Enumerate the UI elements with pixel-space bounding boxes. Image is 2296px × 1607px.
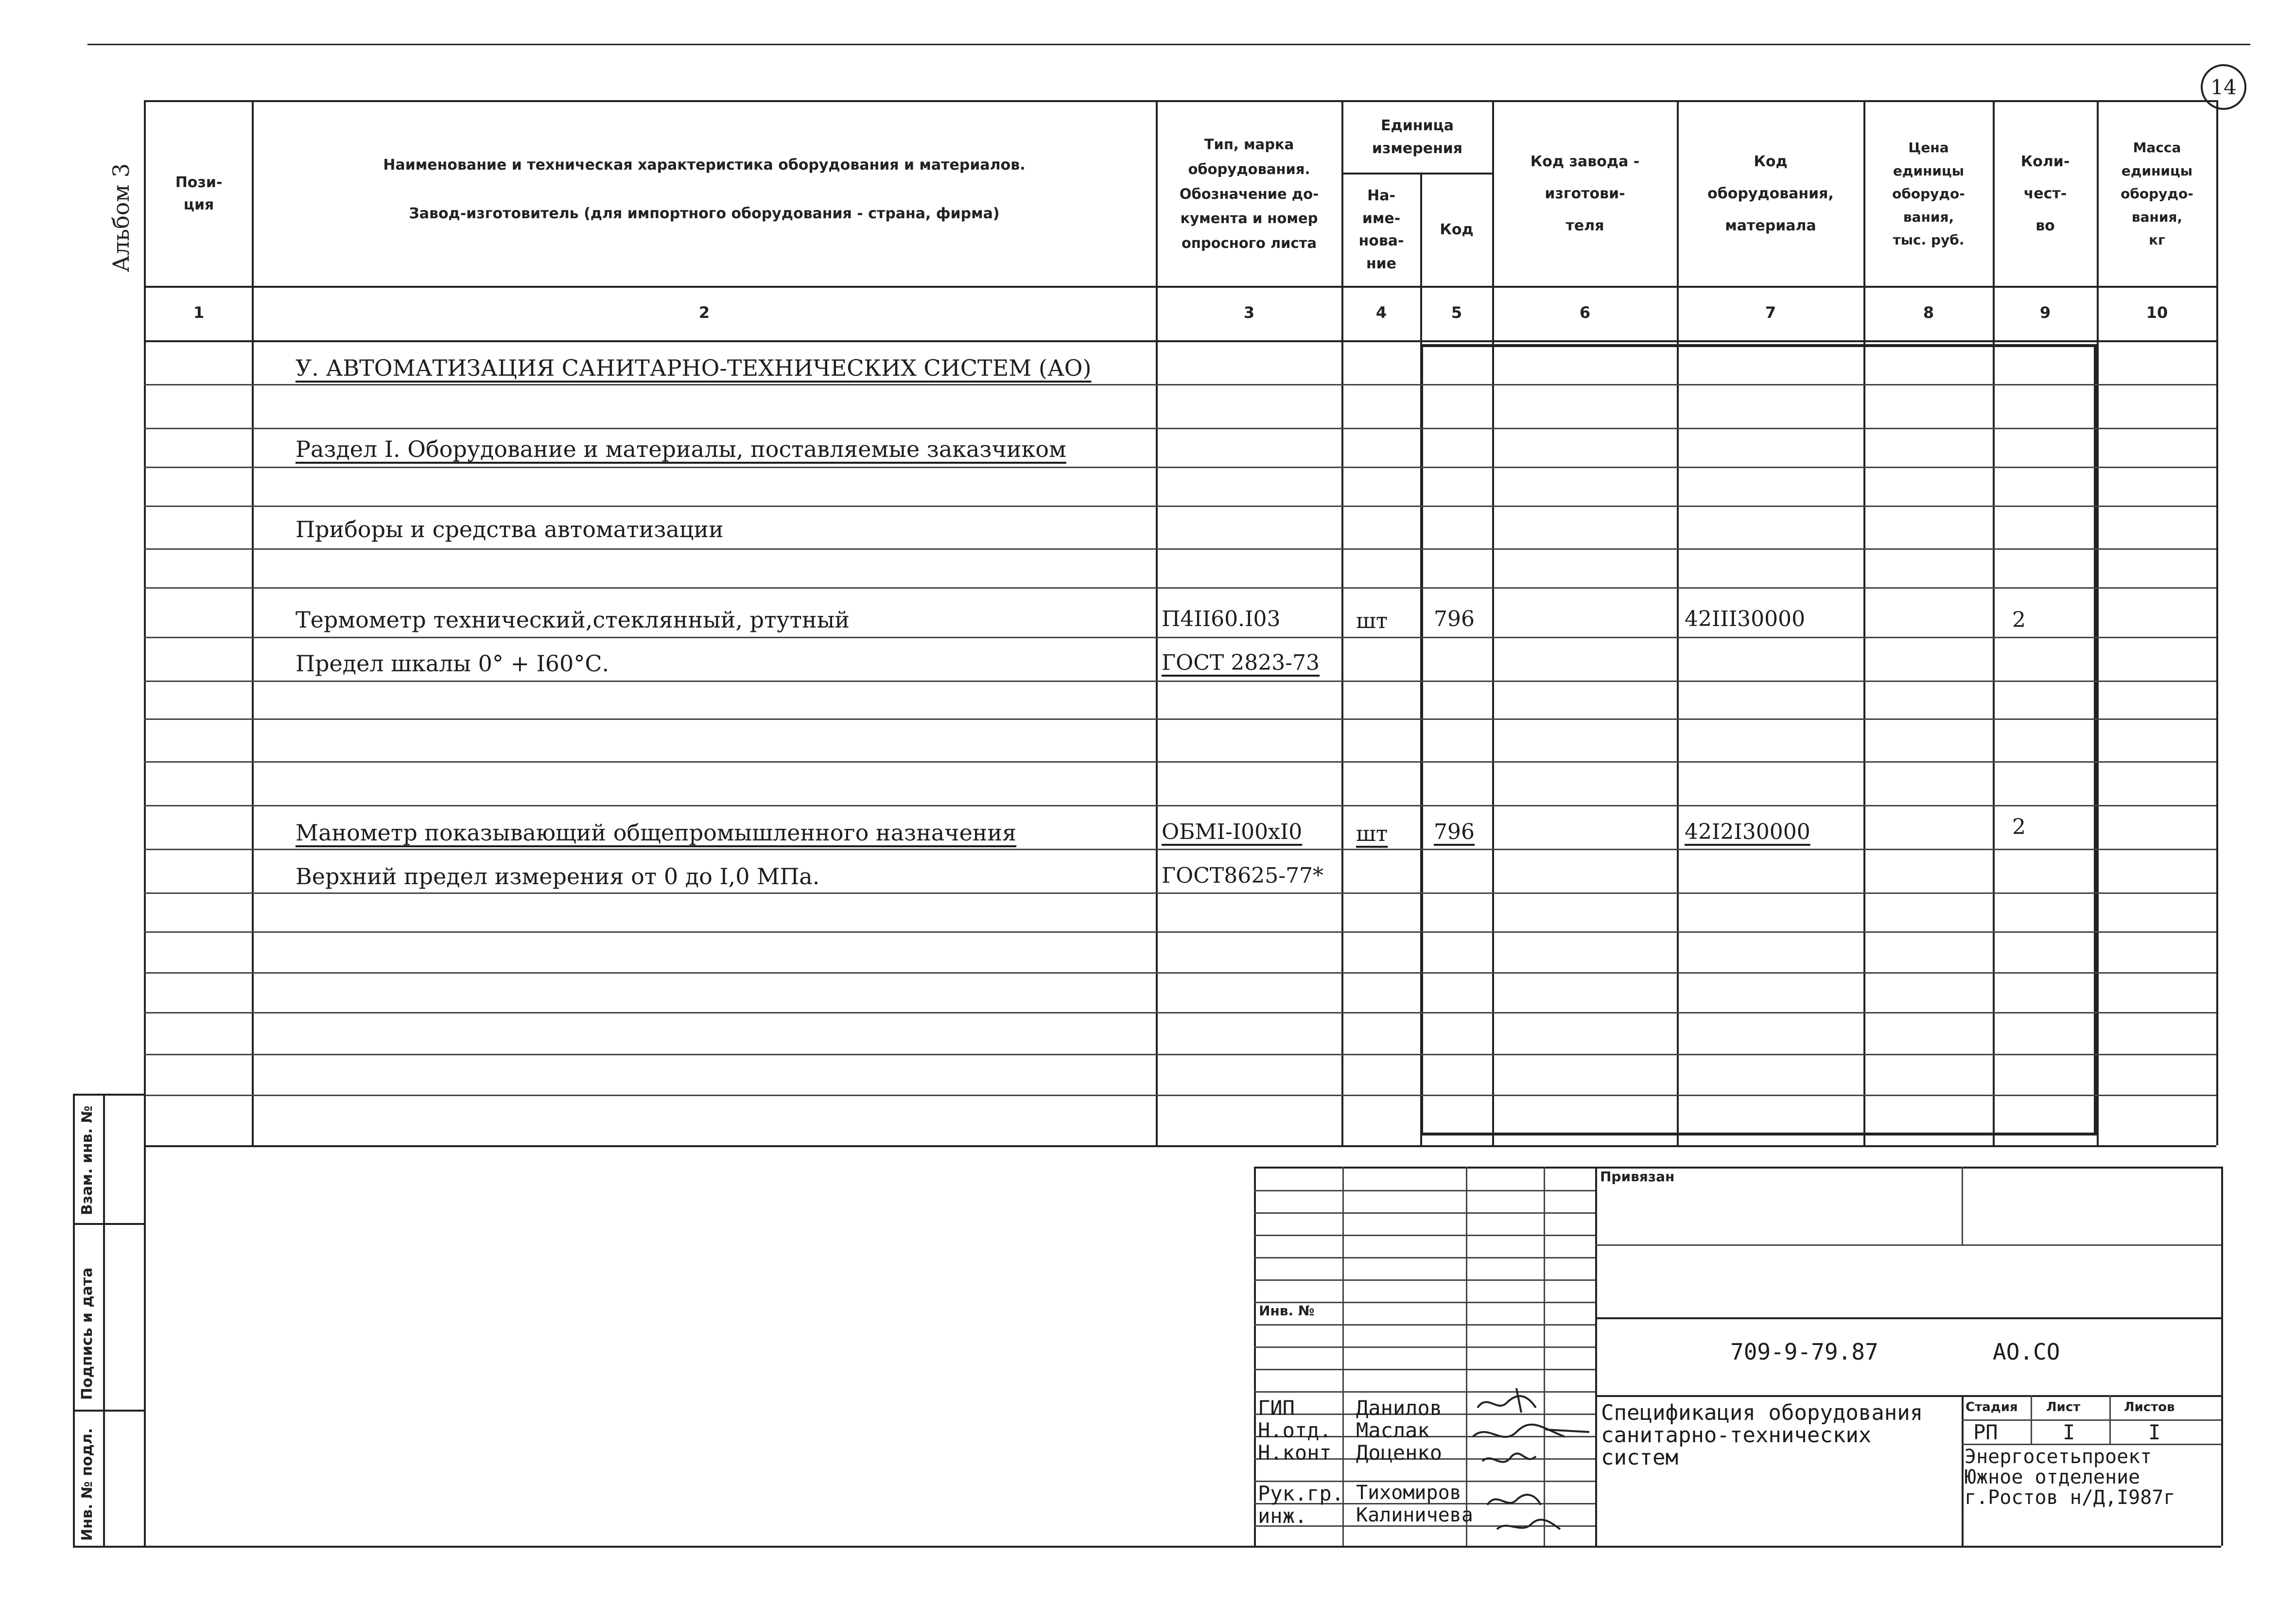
item1-standard: ГОСТ 2823-73	[1162, 650, 1320, 675]
item1-unit: шт	[1356, 609, 1388, 633]
tb-sheet-label: Лист	[2046, 1400, 2081, 1415]
item1-range: Предел шкалы 0° + I60°С.	[296, 650, 609, 677]
side-stamp-mid-line	[103, 1094, 105, 1546]
sheet-bottom-line	[73, 1546, 2221, 1548]
header-unit-name: На- име- нова- ние	[1358, 187, 1404, 272]
tb-role-2: Н.конт	[1258, 1441, 1332, 1465]
album-label: Альбом 3	[108, 163, 134, 272]
colnum-10: 10	[2146, 303, 2168, 322]
tb-name-3: Тихомиров	[1356, 1482, 1461, 1504]
header-factory-code: Код завода - изготови- теля	[1530, 153, 1640, 234]
header-mass: Масса единицы оборудо- вания, кг	[2121, 140, 2193, 248]
tb-role-1: Н.отд.	[1258, 1418, 1332, 1442]
colnum-8: 8	[1923, 303, 1934, 322]
side-stamp-inv-podl: Инв. № подл.	[79, 1428, 96, 1541]
tb-left-line	[1254, 1167, 1256, 1546]
tb-title-text: Спецификация оборудования санитарно-технических систем	[1601, 1400, 1923, 1470]
header-unit-code: Код	[1440, 221, 1474, 238]
top-border-line	[87, 44, 2250, 45]
header-bottom-line	[144, 286, 2216, 288]
side-stamp-vzam: Взам. инв. №	[79, 1105, 96, 1215]
item1-unit-code: 796	[1434, 607, 1475, 631]
header-quantity: Коли- чест- во	[2020, 153, 2070, 234]
item2-standard: ГОСТ8625-77*	[1162, 863, 1324, 888]
section-subtitle: Раздел I. Оборудование и материалы, поставляемые заказчиком	[296, 436, 1066, 462]
tb-role-4: инж.	[1258, 1504, 1307, 1528]
item2-code: 42I2I30000	[1685, 820, 1810, 844]
sheet-number: 14	[2210, 75, 2237, 99]
item2-name: Манометр показывающий общепромышленного назначения	[296, 820, 1017, 846]
section-title: У. АВТОМАТИЗАЦИЯ САНИТАРНО-ТЕХНИЧЕСКИХ СИСТЕМ (АО)	[296, 355, 1092, 381]
header-type: Тип, марка оборудования. Обозначение до- кумента и номер опросного листа	[1179, 136, 1319, 252]
item2-type: ОБМI-I00хI0	[1162, 820, 1303, 844]
tb-sheets: I	[2148, 1420, 2161, 1444]
header-name-line1: Наименование и техническая характеристика оборудования и материалов.	[383, 156, 1026, 174]
colnum-2: 2	[698, 303, 710, 322]
header-name-line2: Завод-изготовитель (для импортного оборудования - страна, фирма)	[409, 205, 1000, 222]
tb-name-0: Данилов	[1356, 1396, 1443, 1420]
numbers-bottom-line	[144, 340, 2216, 342]
tb-stage: РП	[1973, 1420, 1998, 1444]
tb-name-2: Доценко	[1356, 1441, 1443, 1465]
item2-range: Верхний предел измерения от 0 до I,0 МПа.	[296, 863, 820, 890]
tb-inv-no: Инв. №	[1259, 1303, 1315, 1319]
tb-mark: АО.СО	[1993, 1339, 2060, 1365]
header-position: Пози- ция	[175, 174, 223, 213]
colnum-3: 3	[1243, 303, 1255, 322]
colnum-7: 7	[1765, 303, 1776, 322]
item1-name: Термометр технический,стеклянный, ртутный	[296, 607, 850, 633]
tb-stage-label: Стадия	[1966, 1400, 2018, 1415]
item1-code: 42III30000	[1685, 607, 1806, 631]
tb-right-line	[2221, 1167, 2223, 1546]
tb-org-text: Энергосетьпроект Южное отделение г.Ростов н/Д,I987г	[1965, 1446, 2175, 1509]
header-price: Цена единицы оборудо- вания, тыс. руб.	[1892, 140, 1965, 248]
colnum-4: 4	[1375, 303, 1387, 322]
colnum-6: 6	[1579, 303, 1591, 322]
col-line-1	[252, 100, 254, 1145]
tb-sheets-label: Листов	[2124, 1400, 2175, 1415]
col-line-10	[2216, 100, 2218, 1145]
tb-doc-code: 709-9-79.87	[1730, 1339, 1879, 1365]
header-equipment-code: Код оборудования, материала	[1707, 153, 1834, 234]
side-stamp-left-line	[73, 1094, 75, 1546]
tb-privyazan: Привязан	[1600, 1169, 1675, 1185]
tb-name-4: Калиничева	[1356, 1504, 1473, 1526]
tb-role-3: Рук.гр.	[1258, 1482, 1344, 1505]
side-stamp-right-line	[144, 1094, 146, 1546]
tb-sheet: I	[2063, 1420, 2075, 1444]
header-unit-group: Единица измерения	[1372, 117, 1463, 157]
colnum-1: 1	[193, 303, 205, 322]
item2-qty: 2	[2012, 815, 2026, 839]
side-stamp-line-a	[73, 1223, 144, 1225]
inner-bold-box	[1420, 344, 2097, 1135]
side-stamp-podpis: Подпись и дата	[79, 1267, 96, 1400]
tb-role-0: ГИП	[1258, 1396, 1295, 1420]
tb-name-1: Маслак	[1356, 1418, 1430, 1442]
side-stamp-line-b	[73, 1410, 144, 1412]
colnum-5: 5	[1451, 303, 1462, 322]
side-stamp-top-line	[73, 1094, 144, 1096]
item2-unit-code: 796	[1434, 820, 1475, 844]
signatures-scribble	[1468, 1383, 1594, 1544]
group-title: Приборы и средства автоматизации	[296, 516, 724, 542]
colnum-9: 9	[2039, 303, 2051, 322]
item2-unit: шт	[1356, 821, 1388, 846]
item1-qty: 2	[2012, 608, 2026, 632]
item1-type: П4II60.I03	[1162, 607, 1281, 631]
tb-top-line	[1254, 1167, 2221, 1169]
